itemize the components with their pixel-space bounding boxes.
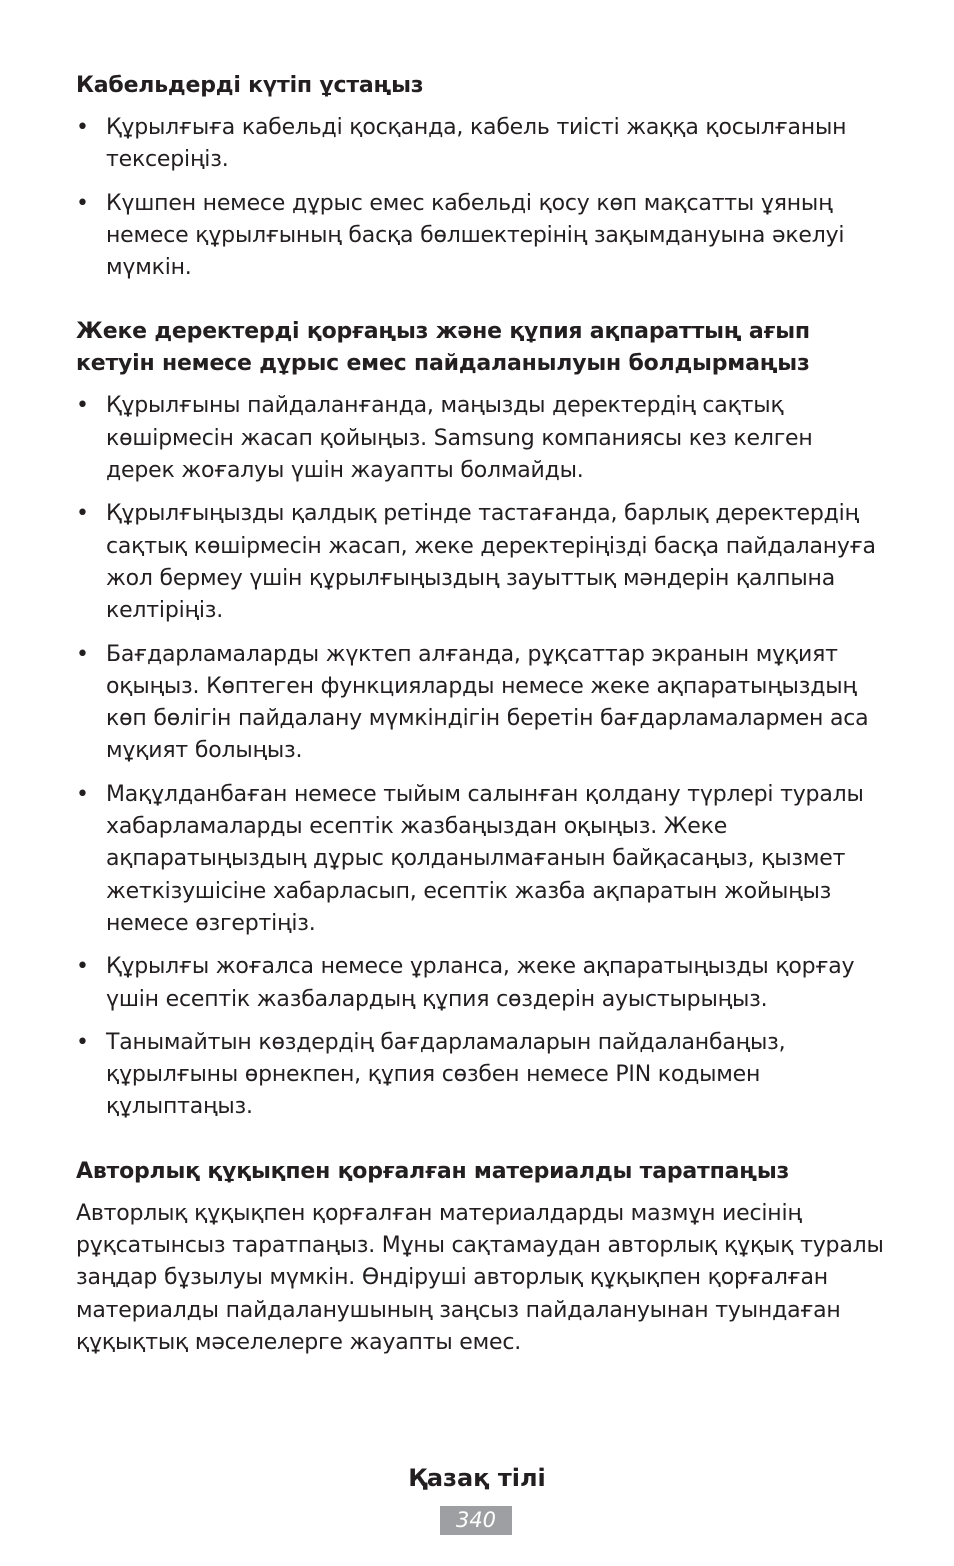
section-paragraph: Авторлық құқықпен қорғалған материалдарды мазмұн иесінің рұқсатынсыз таратпаңыз. Мұны сақтамаудан авторлық құқық туралы заңдар бұзылуы мүмкін. Өндіруші авторлық құқықпен қорғалған материалды пайдаланушының заңсыз пайдалануынан туындаған құқықтық мәселелерге жауапты емес. [76, 1200, 884, 1355]
list-item [76, 188, 886, 285]
bullet-icon: • [76, 954, 89, 980]
list-item-text: Құрылғыға кабельді қосқанда, кабель тиісті жаққа қосылғанын тексеріңіз. [106, 115, 847, 173]
section-copyright [76, 1156, 886, 1359]
section-heading: Авторлық құқықпен қорғалған материалды таратпаңыз [76, 1158, 790, 1184]
bullet-icon: • [76, 1029, 89, 1055]
document-body [76, 70, 886, 1391]
bullet-icon: • [76, 641, 89, 667]
list-item [76, 951, 886, 1016]
list-item [76, 639, 886, 768]
bullet-icon: • [76, 781, 89, 807]
list-item [76, 112, 886, 177]
list-item [76, 1027, 886, 1124]
bullet-list [76, 390, 886, 1123]
section-heading: Кабельдерді күтіп ұстаңыз [76, 73, 424, 98]
list-item-text: Танымайтын көздердің бағдарламаларын пайдаланбаңыз, құрылғыны өрнекпен, құпия сөзбен немесе PIN кодымен құлыптаңыз. [106, 1029, 786, 1120]
section-heading: Жеке деректерді қорғаңыз және құпия ақпараттың ағып кетуін немесе дұрыс емес пайдаланылуын болдырмаңыз [76, 319, 810, 377]
list-item-text: Құрылғыңызды қалдық ретінде тастағанда, барлық деректердің сақтық көшірмесін жасап, жеке деректеріңізді басқа пайдалануға жол бермеу үшін құрылғыңыздың зауыттық мәндерін қалпына келтіріңіз. [106, 501, 876, 624]
bullet-icon: • [76, 501, 89, 527]
section-personal-data [76, 316, 886, 1123]
bullet-list [76, 112, 886, 284]
section-cable-care [76, 70, 886, 284]
page-number-badge: 340 [440, 1506, 512, 1535]
bullet-icon: • [76, 115, 89, 140]
list-item-text: Құрылғы жоғалса немесе ұрланса, жеке ақпаратыңызды қорғау үшін есептік жазбалардың құпия сөздерін ауыстырыңыз. [106, 954, 855, 1012]
list-item [76, 498, 886, 627]
bullet-icon: • [76, 393, 89, 419]
list-item [76, 779, 886, 940]
footer-language-label: Қазақ тілі [408, 1464, 546, 1492]
list-item-text: Бағдарламаларды жүктеп алғанда, рұқсаттар экранын мұқият оқыңыз. Көптеген функцияларды немесе жеке ақпаратыңыздың көп бөлігін пайдалану мүмкіндігін беретін бағдарламалармен аса мұқият болыңыз. [106, 641, 869, 764]
bullet-icon: • [76, 190, 89, 216]
list-item [76, 390, 886, 487]
list-item-text: Мақұлданбаған немесе тыйым салынған қолдану түрлері туралы хабарламаларды есептік жазбаңыздан оқыңыз. Жеке ақпаратыңыздың дұрыс қолданылмағанын байқасаңыз, қызмет жеткізушісіне хабарласып, есептік жазба ақпаратын жойыңыз немесе өзгертіңіз. [106, 781, 864, 936]
list-item-text: Құрылғыны пайдаланғанда, маңызды деректердің сақтық көшірмесін жасап қойыңыз. Samsung компаниясы кез келген дерек жоғалуы үшін жауапты болмайды. [106, 393, 813, 484]
list-item-text: Күшпен немесе дұрыс емес кабельді қосу көп мақсатты ұяның немесе құрылғының басқа бөлшектерінің зақымдануына әкелуі мүмкін. [106, 190, 845, 281]
